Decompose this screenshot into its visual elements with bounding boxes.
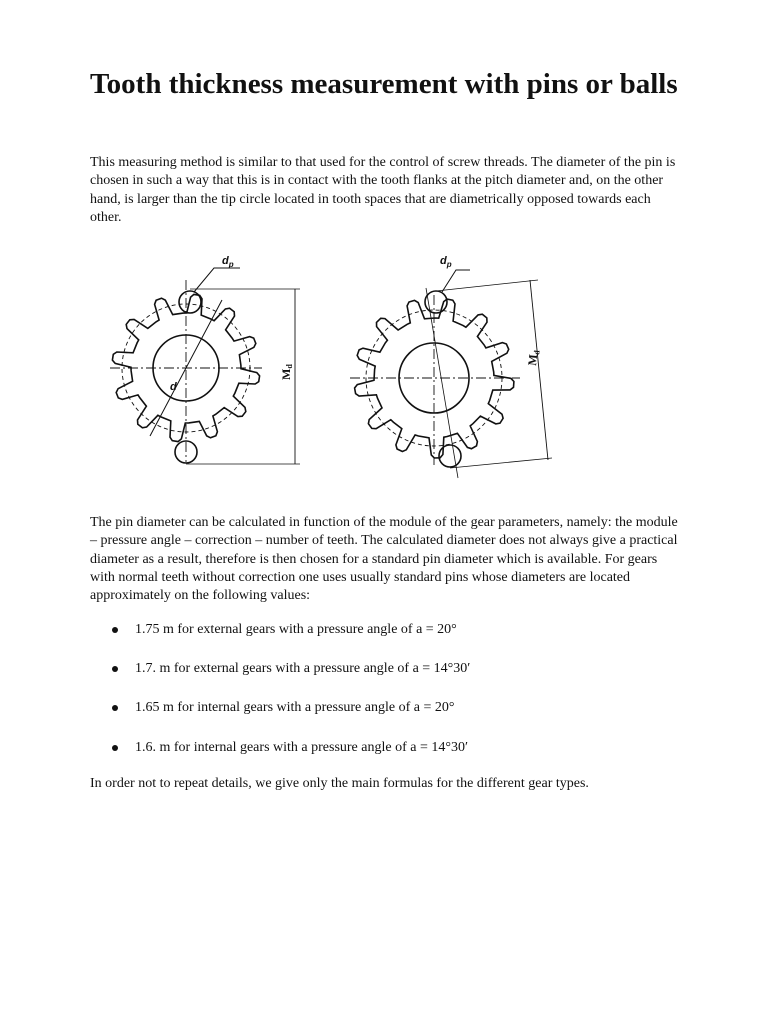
list-item-text: 1.75 m for external gears with a pressure angle of a = 20° — [135, 622, 457, 637]
left-gear-drawing — [110, 268, 300, 464]
list-item-text: 1.6. m for internal gears with a pressure angle of a = 14°30′ — [135, 739, 469, 755]
left-pin-leader — [194, 268, 240, 292]
right-pin-label: $d_p$ — [440, 255, 452, 269]
right-gear-drawing — [350, 270, 552, 478]
closing-paragraph: In order not to repeat details, we give only the main formulas for the different gear types. — [90, 776, 589, 791]
bullet-icon — [112, 627, 118, 633]
list-item — [90, 698, 680, 737]
right-dim-ext-top — [436, 280, 538, 291]
pin-diameter-paragraph: The pin diameter can be calculated in function of the module of the gear parameters, namely: the module – pressure angle – correction – number of teeth. The calculated diameter does not always give a practical diameter as a result, therefore is then chosen for a standard pin diameter which is available. For gears with normal teeth without correction one uses usually standard pins whose diameters are located approximately on the following values: — [90, 515, 678, 604]
document-title: Tooth thickness measurement with pins or balls — [90, 68, 678, 100]
list-item-text: 1.65 m for internal gears with a pressure angle of a = 20° — [135, 700, 455, 716]
right-dim-ext-bottom — [450, 458, 552, 468]
left-diameter-label: d — [170, 381, 177, 393]
left-pin-label: $d_p$ — [222, 255, 234, 269]
bullet-icon — [112, 666, 118, 672]
list-item — [90, 738, 680, 777]
list-item — [90, 659, 680, 698]
list-item — [90, 620, 680, 659]
right-measure-label: Md — [525, 349, 542, 367]
left-measure-label: Md — [279, 364, 294, 380]
bullet-icon — [112, 745, 118, 751]
right-dim-line — [530, 280, 548, 460]
list-item-text: 1.7. m for external gears with a pressure angle of a = 14°30′ — [135, 661, 471, 677]
pin-diameter-list — [90, 620, 680, 777]
bullet-icon — [112, 705, 118, 711]
intro-paragraph: This measuring method is similar to that used for the control of screw threads. The diameter of the pin is chosen in such a way that this is in contact with the tooth flanks at the pitch diameter and, on the other hand, is larger than the tip circle located in tooth spaces that are diametrically opposed towards each other. — [90, 155, 676, 225]
gear-pin-measurement-figure — [90, 240, 566, 498]
